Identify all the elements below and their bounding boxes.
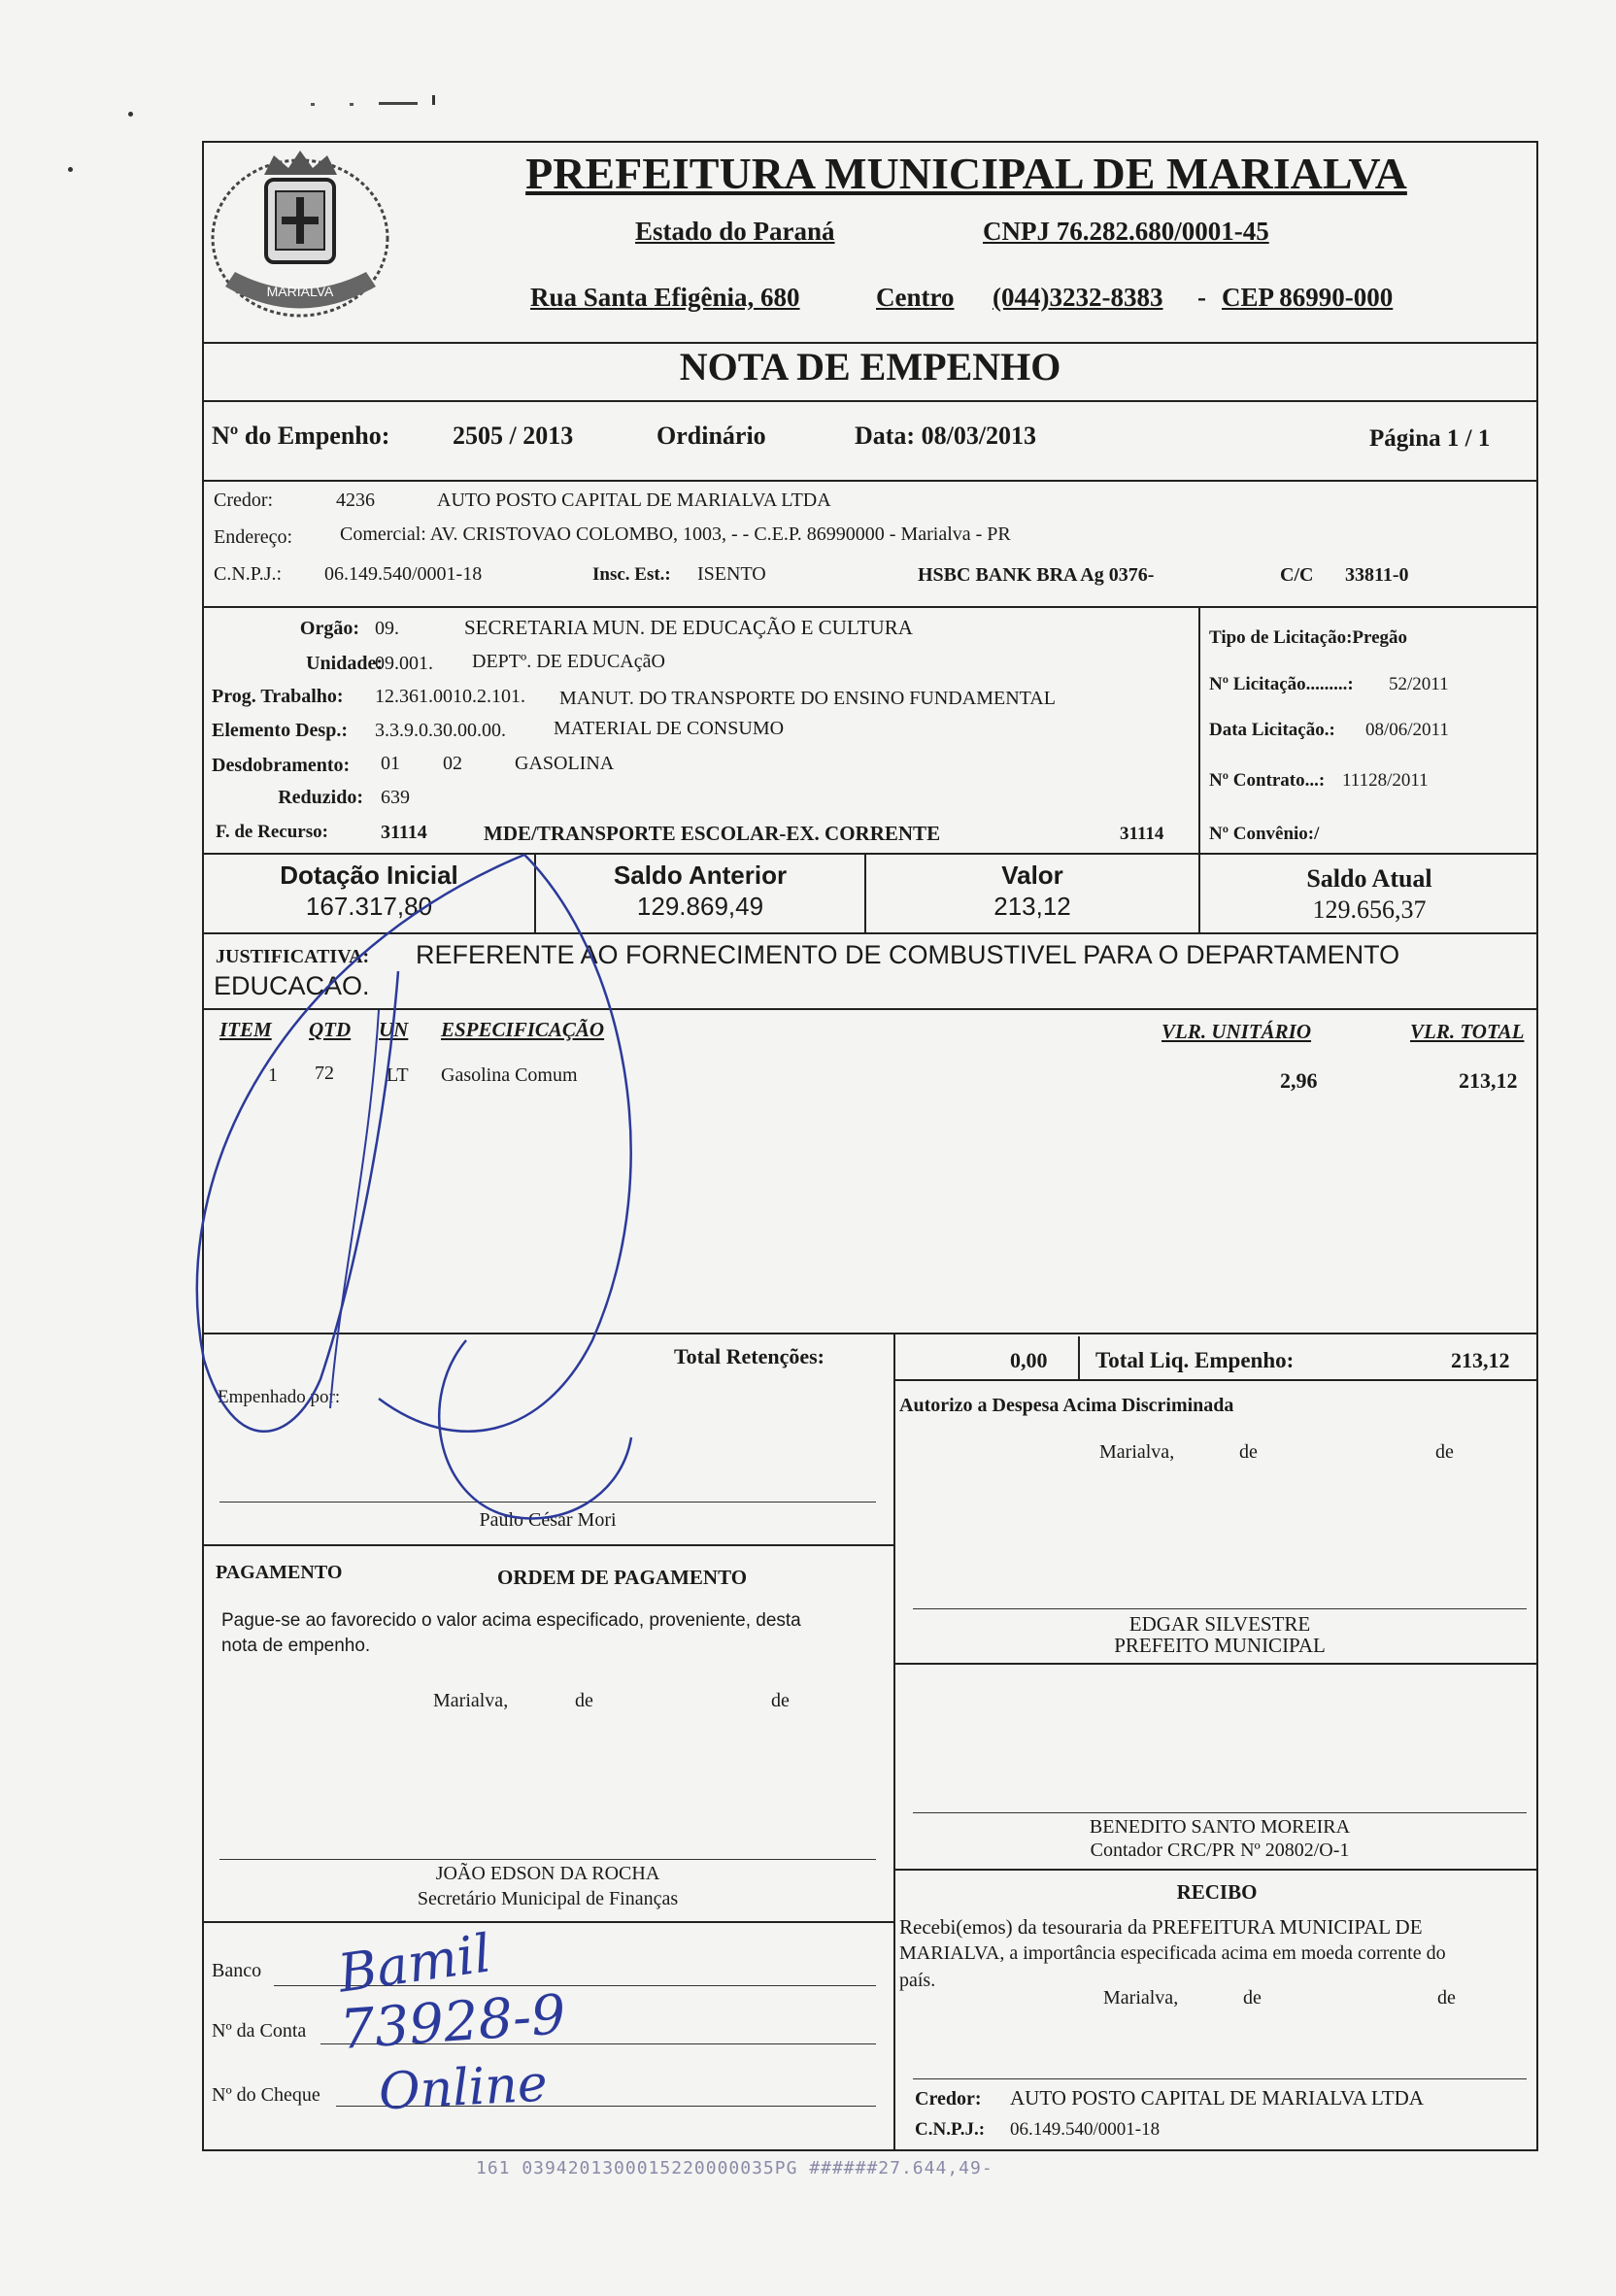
empenhado-label: Empenhado por: xyxy=(218,1387,341,1407)
date-de-2: de xyxy=(1435,1441,1454,1463)
credor-name: AUTO POSTO CAPITAL DE MARIALVA LTDA xyxy=(437,490,831,511)
signature-line xyxy=(219,1502,876,1503)
insc-value: ISENTO xyxy=(697,563,766,585)
prog-label: Prog. Trabalho: xyxy=(212,686,344,707)
divider xyxy=(202,480,1538,482)
retencoes-value: 0,00 xyxy=(1010,1348,1048,1372)
credor-cnpj: 06.149.540/0001-18 xyxy=(324,563,483,585)
dotacao-inicial-label: Dotação Inicial xyxy=(280,861,458,890)
dotacao-inicial-value: 167.317,80 xyxy=(305,892,433,921)
reduzido-label: Reduzido: xyxy=(278,787,363,808)
divider xyxy=(202,932,1538,934)
item-valor-total: 213,12 xyxy=(1459,1068,1518,1093)
recibo-cnpj-label: C.N.P.J.: xyxy=(915,2119,986,2140)
recurso-label: F. de Recurso: xyxy=(216,822,328,842)
pagamento-texto-1: Pague-se ao favorecido o valor acima especificado, proveniente, desta xyxy=(221,1610,801,1631)
city-date-2: Marialva, xyxy=(433,1690,509,1711)
banco-label: Banco xyxy=(212,1960,262,1981)
prefeito-cargo: PREFEITO MUNICIPAL xyxy=(1114,1634,1326,1657)
credor-address: Comercial: AV. CRISTOVAO COLOMBO, 1003, - - C.E.P. 86990000 - Marialva - PR xyxy=(340,523,1011,545)
col-valor-unitario: VLR. UNITÁRIO xyxy=(1162,1020,1312,1043)
state-name: Estado do Paraná xyxy=(635,217,835,246)
licitacao-data: 08/06/2011 xyxy=(1365,720,1449,740)
recibo-credor-label: Credor: xyxy=(915,2088,982,2110)
ordem-pagamento: ORDEM DE PAGAMENTO xyxy=(497,1566,748,1589)
footer-code: 161 0394201300015220000035PG ######27.644,49- xyxy=(476,2158,993,2178)
crest-text: MARIALVA xyxy=(266,284,334,299)
signature-line xyxy=(913,2078,1527,2079)
item-un: LT xyxy=(387,1064,409,1086)
desdobramento-label: Desdobramento: xyxy=(212,755,351,776)
contrato-label: Nº Contrato...: xyxy=(1209,770,1326,791)
empenhado-nome: Paulo César Mori xyxy=(479,1509,617,1531)
table-row xyxy=(202,1061,1538,1099)
empenho-date: Data: 08/03/2013 xyxy=(855,422,1037,450)
valor-value: 213,12 xyxy=(993,892,1071,921)
saldo-atual-label: Saldo Atual xyxy=(1306,864,1432,893)
empenho-number: 2505 / 2013 xyxy=(453,422,574,450)
banco-handwriting: Bamil xyxy=(334,1922,495,2005)
saldo-anterior-value: 129.869,49 xyxy=(636,892,764,921)
col-qtd: QTD xyxy=(309,1018,352,1041)
prog-name: MANUT. DO TRANSPORTE DO ENSINO FUNDAMENTAL xyxy=(559,688,1056,709)
district: Centro xyxy=(876,283,955,312)
conta-label: Nº da Conta xyxy=(212,2020,307,2042)
divider-vertical xyxy=(1078,1336,1080,1379)
prefeito-nome: EDGAR SILVESTRE xyxy=(1128,1612,1311,1636)
scan-dot xyxy=(68,167,73,172)
unidade-name: DEPTº. DE EDUCAçãO xyxy=(472,651,665,672)
recibo-texto-3: país. xyxy=(899,1970,936,1991)
divider xyxy=(893,1869,1538,1871)
empenho-type: Ordinário xyxy=(656,422,766,450)
divider xyxy=(202,606,1538,608)
cep: CEP 86990-000 xyxy=(1222,283,1394,312)
col-un: UN xyxy=(379,1018,409,1041)
reduzido-value: 639 xyxy=(381,787,410,808)
liquido-label: Total Liq. Empenho: xyxy=(1095,1348,1295,1372)
saldo-atual-value: 129.656,37 xyxy=(1312,895,1427,924)
orgao-label: Orgão: xyxy=(299,618,359,639)
secretario-cargo: Secretário Municipal de Finanças xyxy=(417,1888,679,1909)
contador-cargo: Contador CRC/PR Nº 20802/O-1 xyxy=(1090,1840,1350,1861)
licitacao-tipo: Tipo de Licitação:Pregão xyxy=(1209,627,1408,648)
cc-label: C/C xyxy=(1280,564,1314,586)
desdobramento-b: 02 xyxy=(443,753,462,774)
conta-handwriting: 73928-9 xyxy=(338,1982,568,2063)
item-number: 1 xyxy=(268,1064,278,1086)
date-de-3: de xyxy=(575,1690,593,1711)
divider xyxy=(202,1544,893,1546)
signature-line xyxy=(219,1859,876,1860)
prog-code: 12.361.0010.2.101. xyxy=(375,686,525,707)
recibo-cnpj: 06.149.540/0001-18 xyxy=(1010,2119,1161,2140)
item-valor-unitario: 2,96 xyxy=(1280,1068,1318,1093)
cnpj-label: C.N.P.J.: xyxy=(214,563,283,585)
cheque-handwriting: Online xyxy=(377,2054,550,2122)
divider xyxy=(202,400,1538,402)
desdobramento-a: 01 xyxy=(381,753,400,774)
contrato-value: 11128/2011 xyxy=(1342,770,1429,791)
elemento-label: Elemento Desp.: xyxy=(212,720,348,741)
recibo-title: RECIBO xyxy=(1176,1880,1258,1904)
justificativa-text-1: REFERENTE AO FORNECIMENTO DE COMBUSTIVEL PARA O DEPARTAMENTO xyxy=(416,940,1400,969)
coat-of-arms-logo xyxy=(206,141,395,325)
insc-label: Insc. Est.: xyxy=(592,564,671,585)
page-number: Página 1 / 1 xyxy=(1369,425,1491,452)
orgao-code: 09. xyxy=(375,618,399,639)
pagamento-texto-2: nota de empenho. xyxy=(221,1636,371,1656)
signature-line xyxy=(913,1812,1527,1813)
col-item: ITEM xyxy=(219,1018,272,1041)
pagamento-label: PAGAMENTO xyxy=(216,1562,343,1583)
divider xyxy=(893,1379,1538,1381)
city-date-3: Marialva, xyxy=(1103,1987,1179,2009)
date-de-4: de xyxy=(771,1690,790,1711)
divider xyxy=(202,1921,893,1923)
secretario-nome: JOÃO EDSON DA ROCHA xyxy=(435,1863,660,1884)
date-de-1: de xyxy=(1239,1441,1258,1463)
recurso-code: 31114 xyxy=(381,822,427,843)
elemento-name: MATERIAL DE CONSUMO xyxy=(554,718,785,739)
credor-code: 4236 xyxy=(336,490,375,511)
recurso-code-2: 31114 xyxy=(1120,824,1164,844)
item-qtd: 72 xyxy=(315,1063,334,1084)
dash: - xyxy=(1197,283,1206,312)
saldo-anterior-label: Saldo Anterior xyxy=(613,861,788,890)
divider-vertical xyxy=(893,1333,895,1379)
cheque-label: Nº do Cheque xyxy=(212,2084,320,2106)
divider xyxy=(893,1663,1538,1665)
scan-dot xyxy=(128,112,133,117)
cc-value: 33811-0 xyxy=(1345,564,1409,586)
municipality-title: PREFEITURA MUNICIPAL DE MARIALVA xyxy=(525,149,1407,198)
signature-line xyxy=(913,1608,1527,1609)
liquido-value: 213,12 xyxy=(1451,1348,1510,1372)
unidade-code: 09.001. xyxy=(375,653,433,674)
city-date-1: Marialva, xyxy=(1099,1441,1175,1463)
licitacao-numero-label: Nº Licitação.........: xyxy=(1209,674,1354,694)
divider xyxy=(202,1333,1538,1334)
contador-nome: BENEDITO SANTO MOREIRA xyxy=(1089,1816,1351,1838)
divider xyxy=(202,853,1538,855)
recibo-texto-1: Recebi(emos) da tesouraria da PREFEITURA MUNICIPAL DE xyxy=(899,1915,1423,1939)
divider xyxy=(202,1008,1538,1010)
recibo-texto-2: MARIALVA, a importância especificada acima em moeda corrente do xyxy=(899,1942,1446,1964)
col-especificacao: ESPECIFICAÇÃO xyxy=(441,1018,605,1041)
licitacao-data-label: Data Licitação.: xyxy=(1209,720,1335,740)
cnpj-header: CNPJ 76.282.680/0001-45 xyxy=(983,217,1269,246)
justificativa-label: JUSTIFICATIVA: xyxy=(216,946,370,967)
licitacao-numero: 52/2011 xyxy=(1389,674,1449,694)
autorizo-text: Autorizo a Despesa Acima Discriminada xyxy=(899,1395,1234,1416)
bank-info: HSBC BANK BRA Ag 0376- xyxy=(918,564,1155,586)
credor-label: Credor: xyxy=(214,490,274,511)
unidade-label: Unidade: xyxy=(306,653,383,674)
phone: (044)3232-8383 xyxy=(993,283,1163,312)
col-valor-total: VLR. TOTAL xyxy=(1410,1020,1525,1043)
date-de-6: de xyxy=(1437,1987,1456,2009)
recibo-credor: AUTO POSTO CAPITAL DE MARIALVA LTDA xyxy=(1010,2086,1424,2110)
retencoes-label: Total Retenções: xyxy=(674,1344,825,1368)
street-address: Rua Santa Efigênia, 680 xyxy=(530,283,800,312)
recurso-name: MDE/TRANSPORTE ESCOLAR-EX. CORRENTE xyxy=(484,822,941,845)
scan-mark xyxy=(311,99,437,109)
divider-vertical xyxy=(893,1379,895,2151)
orgao-name: SECRETARIA MUN. DE EDUCAÇÃO E CULTURA xyxy=(464,616,913,639)
valor-label: Valor xyxy=(1001,861,1063,890)
justificativa-text-2: EDUCACAO. xyxy=(214,971,370,1000)
elemento-code: 3.3.9.0.30.00.00. xyxy=(375,720,506,741)
address-label: Endereço: xyxy=(214,526,293,548)
convenio: Nº Convênio:/ xyxy=(1209,824,1320,844)
desdobramento-name: GASOLINA xyxy=(515,753,615,774)
document-title: NOTA DE EMPENHO xyxy=(679,345,1061,388)
item-especificacao: Gasolina Comum xyxy=(441,1064,578,1086)
date-de-5: de xyxy=(1243,1987,1262,2009)
empenho-label: Nº do Empenho: xyxy=(212,422,390,450)
